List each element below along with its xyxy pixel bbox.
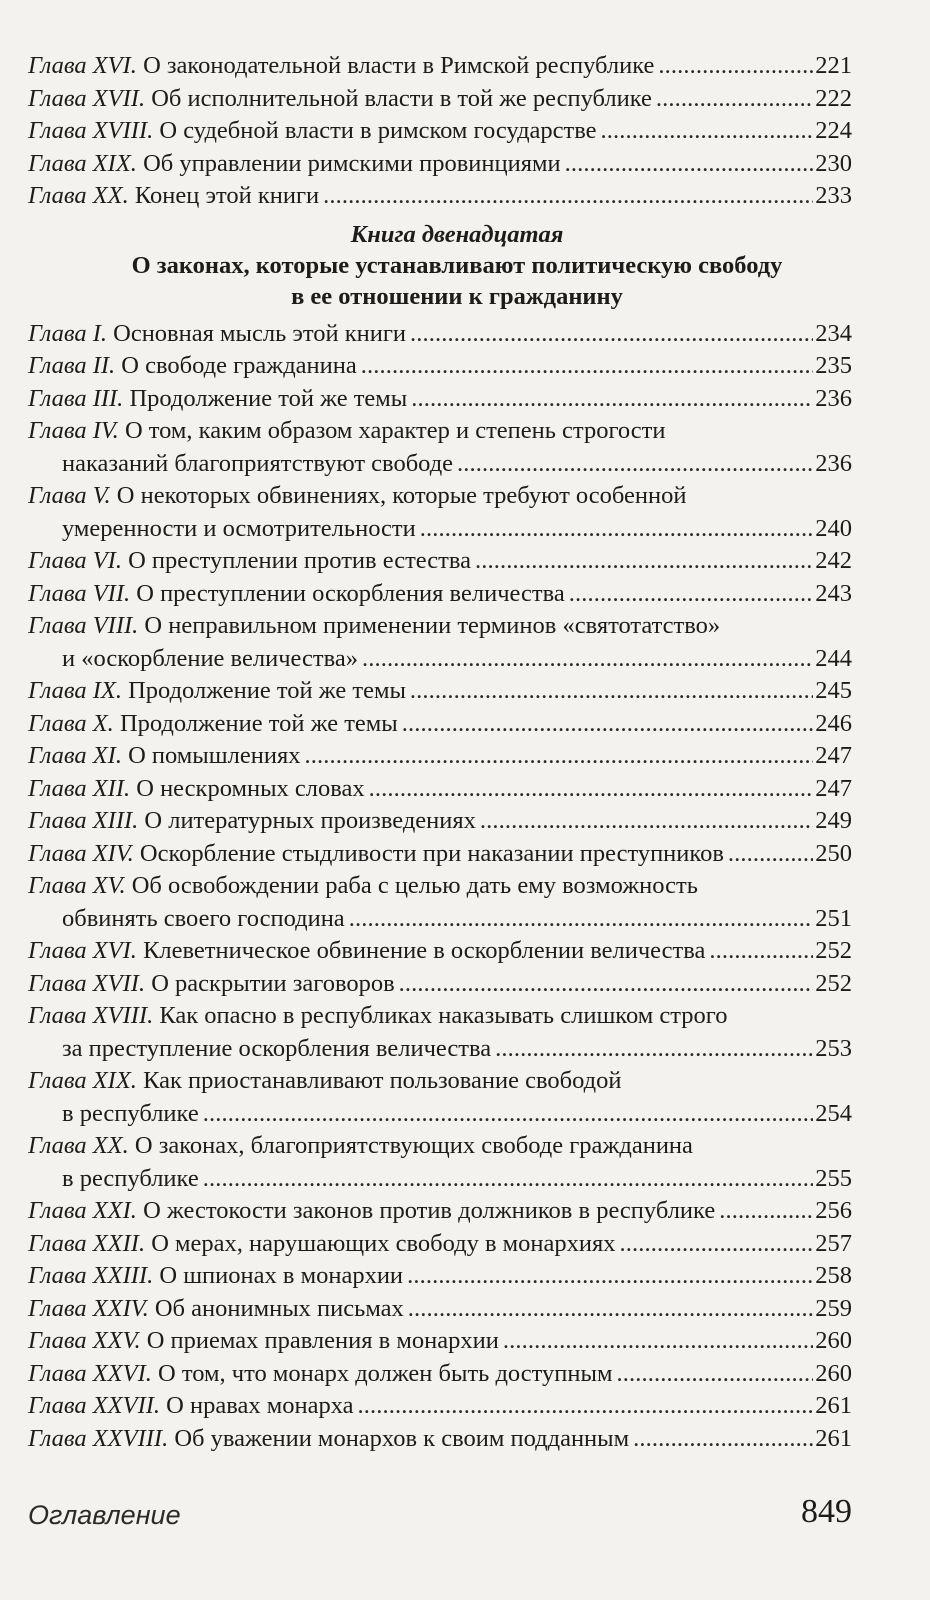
chapter-page-number: 255 <box>815 1164 852 1192</box>
chapter-title: О том, что монарх должен быть доступным <box>158 1359 613 1387</box>
chapter-heading <box>28 1260 403 1293</box>
chapter-page-number: 236 <box>815 449 852 477</box>
chapter-title: Продолжение той же темы <box>129 384 408 412</box>
chapter-label: Глава V. <box>28 482 111 509</box>
chapter-heading <box>28 83 652 116</box>
chapter-title: О законах, благоприятствующих свободе гражданина <box>134 1132 693 1159</box>
chapter-title: О шпионах в монархии <box>159 1262 404 1289</box>
dot-leader <box>633 1423 813 1456</box>
toc-leader-line <box>28 740 852 773</box>
toc-leader-line <box>28 1423 852 1456</box>
dot-leader <box>349 903 814 936</box>
chapter-heading <box>28 773 365 806</box>
dot-leader <box>503 1325 813 1358</box>
toc-leader-line <box>28 1260 852 1293</box>
dot-leader <box>411 383 813 416</box>
toc-leader-line <box>28 1228 852 1261</box>
toc-entry <box>28 1325 852 1358</box>
dot-leader <box>495 1033 813 1066</box>
chapter-title-line-1 <box>28 480 852 513</box>
chapter-title: Об уважении монархов к своим подданным <box>174 1424 630 1452</box>
chapter-page-number: 247 <box>815 742 852 769</box>
chapter-title: Как приостанавливают пользование свободой <box>143 1067 622 1094</box>
chapter-label: Глава XVIII. <box>28 117 154 144</box>
toc-entry <box>28 180 852 213</box>
chapter-page-number: 224 <box>815 117 852 144</box>
chapter-page-number: 261 <box>815 1424 852 1452</box>
dot-leader <box>361 350 814 383</box>
chapter-heading <box>28 1390 354 1423</box>
chapter-title: Основная мысль этой книги <box>113 319 407 347</box>
toc-leader-line <box>28 643 852 676</box>
chapter-label: Глава VIII. <box>28 612 139 639</box>
chapter-heading <box>28 148 561 181</box>
chapter-page-number: 250 <box>815 839 852 867</box>
toc-entry <box>28 870 852 935</box>
chapter-title: О неправильном применении терминов «святотатство» <box>144 612 721 639</box>
dot-leader <box>362 643 813 676</box>
toc-entry <box>28 115 852 148</box>
chapter-title-continuation: умеренности и осмотрительности <box>62 514 416 542</box>
toc-entry <box>28 838 852 871</box>
toc-entry <box>28 350 852 383</box>
chapter-title-line-1 <box>28 415 852 448</box>
toc-entry <box>28 318 852 351</box>
toc-entry <box>28 773 852 806</box>
toc-entry <box>28 675 852 708</box>
chapter-title-continuation: обвинять своего господина <box>62 904 345 932</box>
chapter-label: Глава XX. <box>28 182 129 209</box>
chapter-title: О литературных произведениях <box>144 807 476 834</box>
chapter-title-line-1 <box>28 610 852 643</box>
chapter-page-number: 235 <box>815 352 852 379</box>
chapter-heading <box>28 1325 499 1358</box>
toc-leader-line <box>28 1033 852 1066</box>
toc-entry <box>28 1390 852 1423</box>
chapter-heading <box>28 383 407 416</box>
chapter-heading <box>28 1423 629 1456</box>
chapter-heading <box>28 1358 613 1391</box>
chapter-page-number: 253 <box>815 1034 852 1062</box>
chapter-heading <box>28 805 476 838</box>
dot-leader <box>369 773 814 806</box>
toc-entry <box>28 935 852 968</box>
chapter-title: О преступлении оскорбления величества <box>136 579 565 607</box>
chapter-title: Продолжение той же темы <box>128 677 406 704</box>
chapter-page-number: 259 <box>815 1294 852 1322</box>
chapter-label: Глава XXI. <box>28 1197 137 1224</box>
chapter-label: Глава XI. <box>28 742 122 769</box>
toc-entry <box>28 1065 852 1130</box>
toc-leader-line <box>28 350 852 383</box>
toc-entry <box>28 383 852 416</box>
chapter-title: О жестокости законов против должников в республике <box>143 1197 716 1224</box>
chapter-page-number: 240 <box>815 514 852 542</box>
chapter-title-continuation: в республике <box>62 1164 199 1192</box>
chapter-title-continuation: и «оскорбление величества» <box>62 644 358 672</box>
toc-entry <box>28 545 852 578</box>
toc-leader-line <box>28 578 852 611</box>
chapter-page-number: 252 <box>815 937 852 964</box>
toc-leader-line <box>28 903 852 936</box>
chapter-title: О нескромных словах <box>136 774 365 802</box>
dot-leader <box>709 935 813 968</box>
dot-leader <box>617 1358 814 1391</box>
chapter-label: Глава III. <box>28 384 124 412</box>
book-subtitle-line-1: О законах, которые устанавливают политическую свободу <box>131 251 783 279</box>
chapter-page-number: 256 <box>815 1197 852 1224</box>
chapter-label: Глава XII. <box>28 774 131 802</box>
toc-entry <box>28 578 852 611</box>
chapter-heading <box>28 545 471 578</box>
chapter-heading <box>28 318 406 351</box>
toc-entry <box>28 610 852 675</box>
chapter-label: Глава XIV. <box>28 839 134 867</box>
toc-leader-line <box>28 1293 852 1326</box>
dot-leader <box>656 83 813 116</box>
chapter-title: О помышлениях <box>128 742 301 769</box>
toc-leader-line <box>28 115 852 148</box>
chapter-title: О преступлении против естества <box>128 547 471 574</box>
dot-leader <box>658 50 813 83</box>
chapter-heading <box>28 115 597 148</box>
toc-entry <box>28 1293 852 1326</box>
toc-entry <box>28 415 852 480</box>
book-title: Книга двенадцатая <box>350 220 564 248</box>
dot-leader <box>565 148 814 181</box>
chapter-page-number: 252 <box>815 969 852 997</box>
chapter-title-line-1 <box>28 1130 852 1163</box>
chapter-label: Глава XIII. <box>28 807 139 834</box>
toc-leader-line <box>28 805 852 838</box>
dot-leader <box>719 1195 813 1228</box>
dot-leader <box>358 1390 814 1423</box>
chapter-label: Глава XV. <box>28 872 126 899</box>
chapter-title: Об исполнительной власти в той же республике <box>151 84 652 112</box>
chapter-page-number: 230 <box>815 149 852 177</box>
toc-leader-line <box>28 838 852 871</box>
chapter-title: Клеветническое обвинение в оскорблении величества <box>143 937 706 964</box>
chapter-title: Как опасно в республиках наказывать слишком строго <box>159 1002 728 1029</box>
toc-leader-line <box>28 545 852 578</box>
toc-entry <box>28 1228 852 1261</box>
dot-leader <box>457 448 813 481</box>
dot-leader <box>420 513 814 546</box>
chapter-page-number: 257 <box>815 1229 852 1257</box>
toc-entry <box>28 805 852 838</box>
chapter-title-line-1 <box>28 870 852 903</box>
dot-leader <box>475 545 813 578</box>
chapter-heading <box>28 838 724 871</box>
chapter-page-number: 261 <box>815 1392 852 1419</box>
chapter-heading <box>28 935 705 968</box>
chapter-title: Об освобождении раба с целью дать ему возможность <box>131 872 698 899</box>
chapter-title: О том, каким образом характер и степень строгости <box>124 417 666 444</box>
chapter-page-number: 247 <box>815 774 852 802</box>
toc-leader-line <box>28 148 852 181</box>
chapter-label: Глава XXVII. <box>28 1392 161 1419</box>
book-subtitle-line-2: в ее отношении к гражданину <box>291 282 623 310</box>
toc-entry <box>28 1260 852 1293</box>
dot-leader <box>402 708 813 741</box>
chapter-title: О раскрытии заговоров <box>151 969 395 997</box>
chapter-page-number: 245 <box>815 677 852 704</box>
chapter-title: О нравах монарха <box>166 1392 354 1419</box>
chapter-heading <box>28 50 654 83</box>
dot-leader <box>304 740 813 773</box>
toc-entry <box>28 480 852 545</box>
dot-leader <box>620 1228 814 1261</box>
chapter-label: Глава XIX. <box>28 1067 137 1094</box>
toc-entry <box>28 968 852 1001</box>
dot-leader <box>601 115 814 148</box>
chapter-heading <box>28 1195 715 1228</box>
dot-leader <box>480 805 813 838</box>
toc-entry <box>28 1358 852 1391</box>
chapter-page-number: 222 <box>815 84 852 112</box>
toc-entry <box>28 1000 852 1065</box>
toc-list-book-twelve <box>28 318 852 1456</box>
toc-entry <box>28 708 852 741</box>
chapter-heading <box>28 180 319 213</box>
toc-leader-line <box>28 1325 852 1358</box>
toc-leader-line <box>28 968 852 1001</box>
page-number: 849 <box>801 1493 852 1530</box>
toc-leader-line <box>28 708 852 741</box>
chapter-label: Глава I. <box>28 319 107 347</box>
toc-entry <box>28 1195 852 1228</box>
chapter-title: О мерах, нарушающих свободу в монархиях <box>151 1229 616 1257</box>
chapter-label: Глава XXII. <box>28 1229 146 1257</box>
chapter-label: Глава XVIII. <box>28 1002 154 1029</box>
toc-leader-line <box>28 1195 852 1228</box>
chapter-label: Глава XXIII. <box>28 1262 154 1289</box>
chapter-title: О приемах правления в монархии <box>146 1327 499 1354</box>
chapter-label: Глава IV. <box>28 417 119 444</box>
chapter-label: Глава IX. <box>28 677 122 704</box>
chapter-label: Глава XVI. <box>28 52 137 79</box>
toc-entry <box>28 740 852 773</box>
chapter-page-number: 244 <box>815 644 852 672</box>
chapter-page-number: 260 <box>815 1359 852 1387</box>
chapter-heading <box>28 350 357 383</box>
chapter-page-number: 258 <box>815 1262 852 1289</box>
toc-list-previous-book <box>28 50 852 213</box>
chapter-page-number: 243 <box>815 579 852 607</box>
toc-leader-line <box>28 1163 852 1196</box>
toc-entry <box>28 83 852 116</box>
dot-leader <box>728 838 813 871</box>
chapter-label: Глава XXVIII. <box>28 1424 169 1452</box>
dot-leader <box>203 1163 814 1196</box>
toc-leader-line <box>28 383 852 416</box>
chapter-label: Глава VI. <box>28 547 122 574</box>
chapter-page-number: 254 <box>815 1099 852 1127</box>
chapter-label: Глава II. <box>28 352 116 379</box>
chapter-label: Глава XVI. <box>28 937 137 964</box>
chapter-label: Глава XX. <box>28 1132 129 1159</box>
chapter-label: Глава XXV. <box>28 1327 141 1354</box>
toc-leader-line <box>28 935 852 968</box>
toc-leader-line <box>28 773 852 806</box>
chapter-heading <box>28 968 395 1001</box>
chapter-title: Конец этой книги <box>134 182 320 209</box>
chapter-title-line-1 <box>28 1000 852 1033</box>
chapter-heading <box>28 1293 404 1326</box>
chapter-label: Глава XVII. <box>28 969 146 997</box>
chapter-heading <box>28 740 300 773</box>
toc-entry <box>28 1423 852 1456</box>
dot-leader <box>569 578 814 611</box>
toc-leader-line <box>28 318 852 351</box>
chapter-title: О некоторых обвинениях, которые требуют особенной <box>116 482 687 509</box>
dot-leader <box>399 968 814 1001</box>
chapter-title-continuation: наказаний благоприятствуют свободе <box>62 449 454 477</box>
dot-leader <box>410 675 813 708</box>
chapter-page-number: 251 <box>815 904 852 932</box>
toc-leader-line <box>28 448 852 481</box>
chapter-label: Глава XVII. <box>28 84 146 112</box>
chapter-title: О свободе гражданина <box>121 352 357 379</box>
chapter-title-continuation: за преступление оскорбления величества <box>62 1034 492 1062</box>
dot-leader <box>323 180 813 213</box>
chapter-page-number: 249 <box>815 807 852 834</box>
dot-leader <box>203 1098 814 1131</box>
toc-leader-line <box>28 1390 852 1423</box>
chapter-page-number: 260 <box>815 1327 852 1354</box>
chapter-title-line-1 <box>28 1065 852 1098</box>
chapter-page-number: 233 <box>815 182 852 209</box>
toc-leader-line <box>28 675 852 708</box>
table-of-contents <box>28 50 852 1455</box>
chapter-heading <box>28 708 398 741</box>
chapter-title-continuation: в республике <box>62 1099 199 1127</box>
chapter-title: О законодательной власти в Римской республике <box>143 52 655 79</box>
chapter-label: Глава XXVI. <box>28 1359 152 1387</box>
chapter-page-number: 236 <box>815 384 852 412</box>
toc-leader-line <box>28 83 852 116</box>
chapter-page-number: 221 <box>815 52 852 79</box>
toc-leader-line <box>28 50 852 83</box>
dot-leader <box>408 1293 813 1326</box>
chapter-label: Глава VII. <box>28 579 131 607</box>
chapter-heading <box>28 675 406 708</box>
chapter-title: Об управлении римскими провинциями <box>143 149 561 177</box>
toc-leader-line <box>28 1358 852 1391</box>
chapter-heading <box>28 578 565 611</box>
chapter-title: Оскорбление стыдливости при наказании преступников <box>139 839 724 867</box>
chapter-heading <box>28 1228 616 1261</box>
dot-leader <box>410 318 813 351</box>
dot-leader <box>407 1260 813 1293</box>
toc-leader-line <box>28 513 852 546</box>
chapter-page-number: 234 <box>815 319 852 347</box>
toc-entry <box>28 50 852 83</box>
chapter-title: Об анонимных письмах <box>154 1294 404 1322</box>
chapter-title: О судебной власти в римском государстве <box>159 117 597 144</box>
toc-entry <box>28 148 852 181</box>
toc-entry <box>28 1130 852 1195</box>
chapter-title: Продолжение той же темы <box>119 709 398 737</box>
running-footer-section: Оглавление <box>28 1500 181 1530</box>
chapter-page-number: 242 <box>815 547 852 574</box>
chapter-page-number: 246 <box>815 709 852 737</box>
toc-leader-line <box>28 180 852 213</box>
chapter-label: Глава XIX. <box>28 149 137 177</box>
toc-leader-line <box>28 1098 852 1131</box>
chapter-label: Глава X. <box>28 709 114 737</box>
chapter-label: Глава XXIV. <box>28 1294 149 1322</box>
